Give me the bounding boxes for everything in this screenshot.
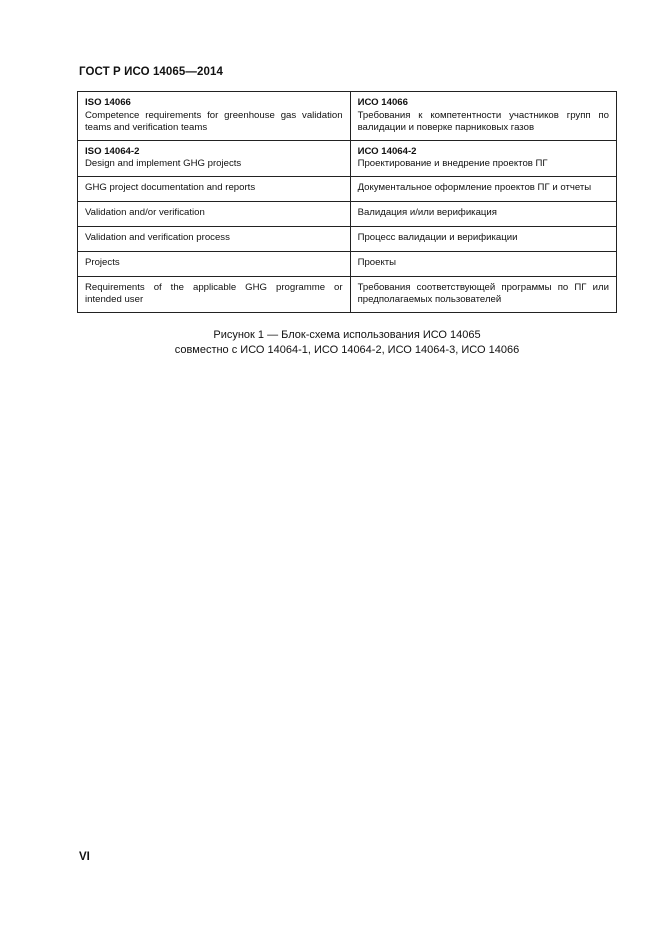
cell-text: Design and implement GHG projects <box>85 158 242 169</box>
table-cell-russian: Проекты <box>350 251 616 276</box>
table-cell-english <box>78 140 351 176</box>
page-number: VI <box>79 851 90 863</box>
glossary-table <box>77 91 617 313</box>
table-row <box>78 226 617 251</box>
table-row <box>78 92 617 141</box>
cell-title: ISO 14066 <box>85 97 131 108</box>
caption-line: Рисунок 1 — Блок-схема использования ИСО 14065 <box>213 329 481 341</box>
table-row <box>78 201 617 226</box>
cell-title: ИСО 14066 <box>357 97 408 108</box>
table-row <box>78 140 617 176</box>
table-cell-english: Validation and verification process <box>78 226 351 251</box>
table-row <box>78 276 617 312</box>
document-header: ГОСТ Р ИСО 14065—2014 <box>79 66 224 78</box>
table-row <box>78 251 617 276</box>
table-cell-russian: Документальное оформление проектов ПГ и отчеты <box>350 176 616 201</box>
table-cell-english: Requirements of the applicable GHG programme or intended user <box>78 276 351 312</box>
cell-title: ISO 14064-2 <box>85 145 140 157</box>
table-cell-russian: Валидация и/или верификация <box>350 201 616 226</box>
table-cell-russian: Требования соответствующей программы по ПГ или предполагаемых пользователей <box>350 276 616 312</box>
table-cell-english: Projects <box>78 251 351 276</box>
table-cell-russian <box>350 92 616 141</box>
figure-caption <box>77 328 617 358</box>
cell-title: ИСО 14064-2 <box>357 145 417 157</box>
caption-line: совместно с ИСО 14064-1, ИСО 14064-2, ИСО 14064-3, ИСО 14066 <box>174 344 520 356</box>
cell-text: Проектирование и внедрение проектов ПГ <box>357 158 548 169</box>
table-cell-russian <box>350 140 616 176</box>
table-cell-english <box>78 92 351 141</box>
table-row <box>78 176 617 201</box>
cell-text: Требования к компетентности участников групп по валидации и поверке парниковых газов <box>357 109 609 133</box>
table-cell-russian: Процесс валидации и верификации <box>350 226 616 251</box>
table-cell-english: GHG project documentation and reports <box>78 176 351 201</box>
table-cell-english: Validation and/or verification <box>78 201 351 226</box>
cell-text: Competence requirements for greenhouse gas validation teams and verification teams <box>85 109 343 133</box>
